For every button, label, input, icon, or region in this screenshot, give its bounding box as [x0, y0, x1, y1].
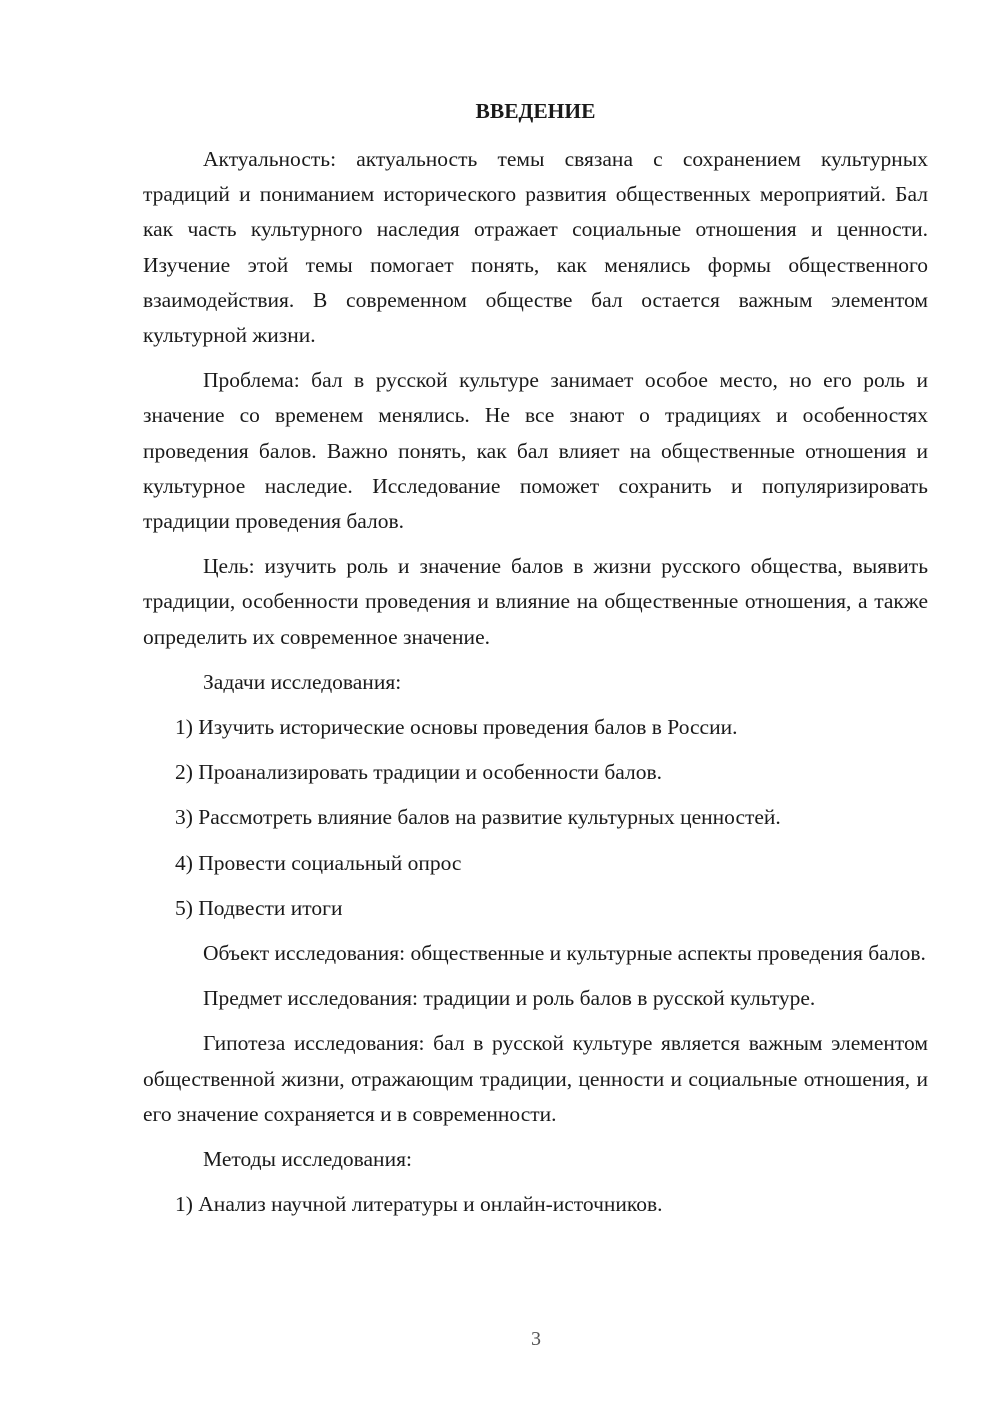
object-paragraph: Объект исследования: общественные и культурные аспекты проведения балов. [203, 941, 926, 966]
problem-paragraph: Проблема: бал в русской культуре занимает особое место, но его роль и значение со временем менялись. Не все знают о традициях и особенностях проведения балов. Важно понять, как бал влияет на общественные отношения и культурное наследие. Исследование поможет сохранить и популяризировать традиции проведения балов. [143, 368, 928, 534]
methods-list [143, 1187, 928, 1222]
list-item: 5) Подвести итоги [175, 895, 343, 920]
page-number: 3 [531, 1328, 541, 1350]
hypothesis-paragraph: Гипотеза исследования: бал в русской культуре является важным элементом общественной жизни, отражающим традиции, ценности и социальные отношения, и его значение сохраняется и в современности. [143, 1031, 928, 1126]
relevance-paragraph: Актуальность: актуальность темы связана с сохранением культурных традиций и пониманием исторического развития общественных мероприятий. Бал как часть культурного наследия отражает социальные отношения и ценности. Изучение этой темы помогает понять, как менялись формы общественного взаимодействия. В современном обществе бал остается важным элементом культурной жизни. [143, 147, 928, 348]
list-item: 1) Анализ научной литературы и онлайн-источников. [175, 1192, 663, 1217]
list-item: 1) Изучить исторические основы проведения балов в России. [175, 715, 738, 740]
subject-paragraph: Предмет исследования: традиции и роль балов в русской культуре. [203, 986, 816, 1011]
tasks-heading: Задачи исследования: [203, 669, 402, 694]
page-title: ВВЕДЕНИЕ [475, 99, 596, 123]
goal-paragraph: Цель: изучить роль и значение балов в жизни русского общества, выявить традиции, особенности проведения и влияние на общественные отношения, а также определить их современное значение. [143, 554, 928, 649]
tasks-list [143, 710, 928, 926]
document-page [143, 94, 928, 1222]
list-item: 4) Провести социальный опрос [175, 850, 462, 875]
methods-heading: Методы исследования: [203, 1147, 412, 1172]
list-item: 3) Рассмотреть влияние балов на развитие культурных ценностей. [175, 805, 781, 830]
list-item: 2) Проанализировать традиции и особенности балов. [175, 760, 662, 785]
